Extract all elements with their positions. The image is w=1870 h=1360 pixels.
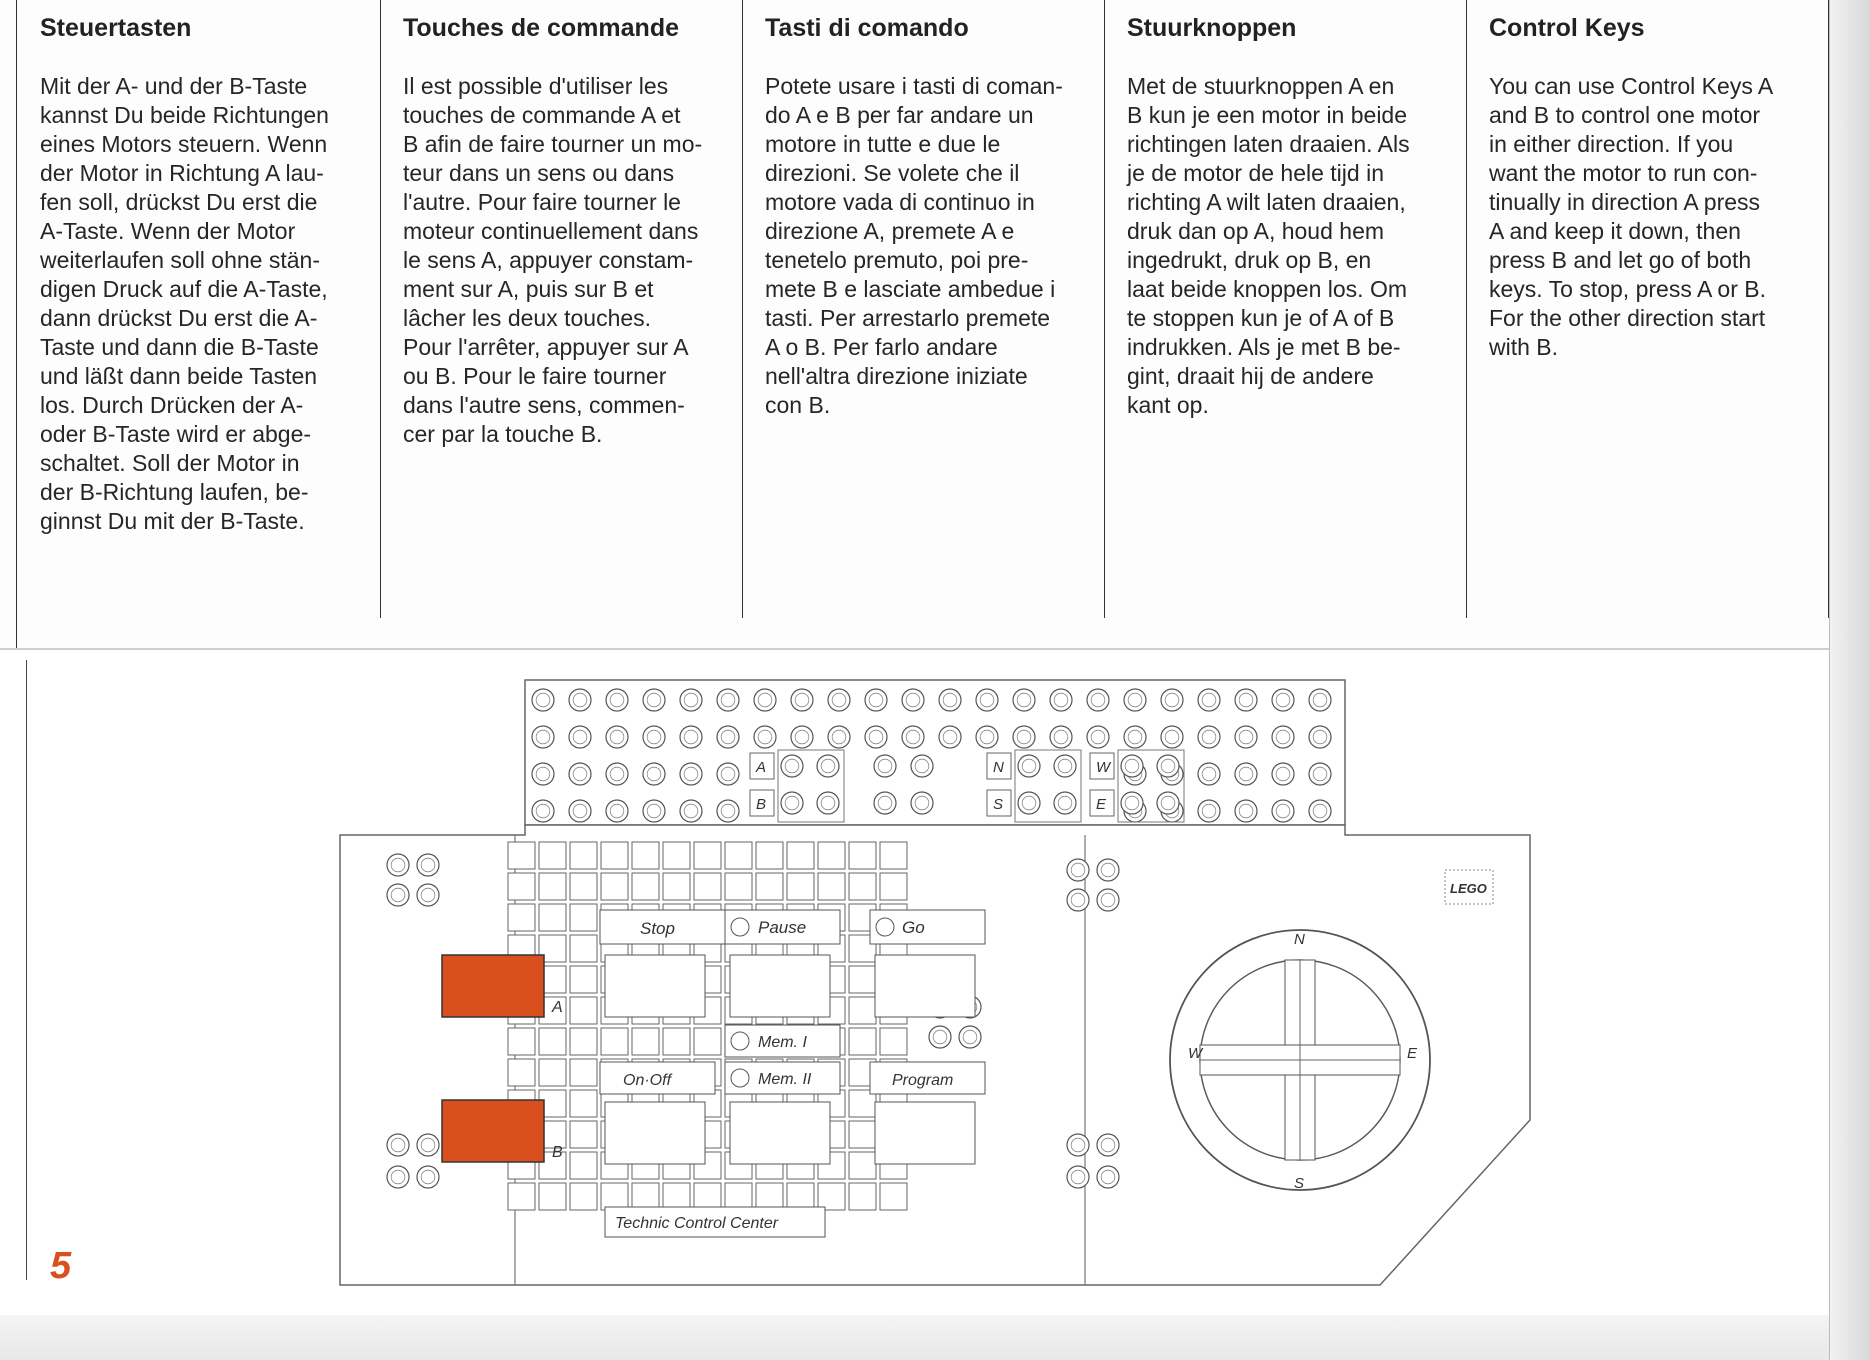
stud [1087, 689, 1109, 711]
page-number: 5 [50, 1245, 72, 1287]
grid-cell [570, 1152, 597, 1179]
stud [569, 763, 591, 785]
mem1-label: Mem. I [758, 1034, 807, 1051]
grid-cell [663, 1028, 690, 1055]
stud [976, 689, 998, 711]
stud [1198, 800, 1220, 822]
grid-cell [539, 842, 566, 869]
grid-cell [601, 1028, 628, 1055]
technic-control-center-label: Technic Control Center [615, 1215, 779, 1232]
stud [532, 726, 554, 748]
grid-cell [694, 842, 721, 869]
stud [1097, 859, 1119, 881]
stud [1272, 763, 1294, 785]
compass-east-label: E [1407, 1045, 1418, 1062]
memory-key[interactable] [730, 1102, 830, 1164]
stud [976, 726, 998, 748]
stud [1124, 689, 1146, 711]
stud [1309, 689, 1331, 711]
grid-cell [694, 1183, 721, 1210]
grid-cell [632, 1183, 659, 1210]
control-center-svg [330, 670, 1560, 1290]
page-edge [1829, 0, 1870, 1360]
stud [791, 689, 813, 711]
stud [911, 755, 933, 777]
stud [606, 726, 628, 748]
grid-cell [756, 873, 783, 900]
grid-cell [539, 1059, 566, 1086]
heading-french: Touches de commande [403, 14, 679, 42]
grid-cell [818, 873, 845, 900]
compass-west-label: W [1188, 1045, 1203, 1062]
grid-cell [880, 1183, 907, 1210]
top-key-letter: A [756, 759, 767, 776]
stud [1013, 689, 1035, 711]
stud [1309, 800, 1331, 822]
grid-cell [725, 873, 752, 900]
stud [754, 689, 776, 711]
mem2-button[interactable] [725, 1062, 840, 1094]
mem1-button[interactable] [725, 1025, 840, 1057]
grid-cell [663, 1183, 690, 1210]
stud [606, 689, 628, 711]
grid-cell [787, 842, 814, 869]
grid-cell [849, 1121, 876, 1148]
heading-dutch: Stuurknoppen [1127, 14, 1297, 42]
text-dutch: Met de stuurknoppen A en B kun je een motor in beide richtingen laten draaien. Als je de motor de hele tijd in richting A wilt laten draaien, druk dan op A, houd hem ingedrukt, druk op B, en laat beide knoppen los. Om te stoppen kun je of A of B indrukken. Als je met B be- gint, draait hij de andere kant op. [1127, 73, 1410, 418]
column-german [18, 0, 381, 618]
stud [1161, 689, 1183, 711]
stud [1235, 689, 1257, 711]
grid-cell [570, 1121, 597, 1148]
stud [1161, 726, 1183, 748]
stud [1121, 792, 1143, 814]
stud [1157, 792, 1179, 814]
top-key-letter: E [1096, 796, 1107, 813]
onoff-key[interactable] [605, 1102, 705, 1164]
go-button[interactable] [870, 910, 985, 944]
page-bottom [0, 1315, 1870, 1360]
stud [874, 792, 896, 814]
stud [387, 1134, 409, 1156]
grid-cell [849, 1028, 876, 1055]
grid-cell [539, 904, 566, 931]
stud [717, 689, 739, 711]
stud [717, 800, 739, 822]
grid-cell [570, 966, 597, 993]
grid-cell [570, 1183, 597, 1210]
stud [532, 763, 554, 785]
stud [1067, 1166, 1089, 1188]
stud [1309, 726, 1331, 748]
compass-south-label: S [1294, 1175, 1305, 1192]
grid-cell [818, 842, 845, 869]
stud [606, 800, 628, 822]
pause-label: Pause [758, 918, 807, 937]
pause-key[interactable] [730, 955, 830, 1017]
grid-cell [849, 966, 876, 993]
top-key-letter: N [993, 759, 1004, 776]
stud [680, 689, 702, 711]
stud [387, 884, 409, 906]
page-fold [0, 648, 1870, 650]
grid-cell [539, 873, 566, 900]
grid-cell [539, 1028, 566, 1055]
stud [1018, 792, 1040, 814]
stud [417, 854, 439, 876]
stud [817, 792, 839, 814]
grid-cell [849, 1152, 876, 1179]
control-center-diagram [330, 670, 1560, 1290]
go-key[interactable] [875, 955, 975, 1017]
program-button[interactable] [870, 1062, 985, 1094]
top-key-letter: B [756, 796, 767, 813]
top-key-letter: W [1096, 759, 1111, 776]
stud [1050, 689, 1072, 711]
stud [606, 763, 628, 785]
stud [417, 1134, 439, 1156]
stud [532, 689, 554, 711]
grid-cell [508, 1059, 535, 1086]
stud [865, 726, 887, 748]
stud [1097, 889, 1119, 911]
stud [1198, 726, 1220, 748]
stud [717, 726, 739, 748]
top-key-letter: S [993, 796, 1004, 813]
stud [1067, 859, 1089, 881]
stud [1054, 792, 1076, 814]
stud [865, 689, 887, 711]
heading-german: Steuertasten [40, 14, 192, 42]
key-a-label: A [552, 999, 563, 1016]
column-french [381, 0, 743, 618]
mem2-label: Mem. II [758, 1071, 812, 1088]
grid-cell [725, 1183, 752, 1210]
column-italian [743, 0, 1105, 618]
stud [643, 689, 665, 711]
stud [1124, 726, 1146, 748]
stud [828, 689, 850, 711]
grid-cell [849, 997, 876, 1024]
stud [387, 1166, 409, 1188]
grid-cell [632, 873, 659, 900]
stud [959, 1026, 981, 1048]
stud [1050, 726, 1072, 748]
stud [1235, 800, 1257, 822]
grid-cell [849, 873, 876, 900]
stud [680, 800, 702, 822]
column-dutch [1105, 0, 1467, 618]
key-b-label: B [552, 1144, 563, 1161]
stud [1018, 755, 1040, 777]
grid-cell [632, 842, 659, 869]
stud [643, 763, 665, 785]
stud [902, 689, 924, 711]
grid-cell [756, 1183, 783, 1210]
grid-cell [508, 873, 535, 900]
stud [1157, 755, 1179, 777]
heading-english: Control Keys [1489, 14, 1645, 42]
grid-cell [725, 842, 752, 869]
stud [1235, 726, 1257, 748]
stud [1272, 726, 1294, 748]
stop-key[interactable] [605, 955, 705, 1017]
grid-cell [694, 873, 721, 900]
text-german: Mit der A- und der B-Taste kannst Du beide Richtungen eines Motors steuern. Wenn der Motor in Richtung A lau- fen soll, drückst Du erst die A-Taste. Wenn der Motor weiterlaufen soll ohne stän- digen Druck auf die A-Taste, dann drückst Du erst die A- Taste und dann die B-Taste und läßt dann beide Tasten los. Durch Drücken der A- oder B-Taste wird er abge- schaltet. Soll der Motor in der B-Richtung laufen, be- ginnst Du mit der B-Taste. [40, 73, 329, 534]
stud [417, 884, 439, 906]
grid-cell [663, 842, 690, 869]
stud [1235, 763, 1257, 785]
stud [1272, 689, 1294, 711]
compass-wheel[interactable] [1170, 930, 1430, 1190]
stud [680, 726, 702, 748]
grid-cell [880, 842, 907, 869]
left-rule [16, 0, 17, 650]
stud [1198, 763, 1220, 785]
text-english: You can use Control Keys A and B to control one motor in either direction. If you want the motor to run con- tinually in direction A press A and keep it down, then press B and let go of both keys. To stop, press A or B. For the other direction start with B. [1489, 73, 1774, 360]
control-key-a[interactable] [442, 955, 544, 1017]
grid-cell [880, 1028, 907, 1055]
grid-cell [849, 842, 876, 869]
stud [1272, 800, 1294, 822]
stud [532, 800, 554, 822]
stud [569, 800, 591, 822]
stud [1097, 1166, 1119, 1188]
grid-cell [570, 904, 597, 931]
program-label: Program [892, 1072, 954, 1089]
grid-cell [787, 1183, 814, 1210]
stud [1067, 889, 1089, 911]
stop-button[interactable] [600, 910, 745, 944]
stud [569, 689, 591, 711]
stud [1087, 726, 1109, 748]
lego-logo-text: LEGO [1450, 881, 1487, 896]
stud [1054, 755, 1076, 777]
grid-cell [570, 1028, 597, 1055]
stud [911, 792, 933, 814]
stud [643, 800, 665, 822]
heading-italian: Tasti di comando [765, 14, 969, 42]
onoff-button[interactable] [600, 1062, 715, 1094]
grid-cell [787, 873, 814, 900]
grid-cell [880, 873, 907, 900]
grid-cell [570, 1090, 597, 1117]
grid-cell [570, 935, 597, 962]
column-english [1467, 0, 1829, 618]
stud [643, 726, 665, 748]
stud [1067, 1134, 1089, 1156]
grid-cell [570, 1059, 597, 1086]
text-french: Il est possible d'utiliser les touches de commande A et B afin de faire tourner un mo- teur dans un sens ou dans l'autre. Pour faire tourner le moteur continuellement dans le sens A, appuyer constam- ment sur A, puis sur B et lâcher les deux touches. Pour l'arrêter, appuyer sur A ou B. Pour le faire tourner dans l'autre sens, commen- cer par la touche B. [403, 73, 703, 447]
grid-cell [601, 1183, 628, 1210]
left-rule-lower [26, 660, 27, 1280]
onoff-label: On·Off [623, 1072, 672, 1089]
grid-cell [601, 873, 628, 900]
stud [387, 854, 409, 876]
instructions-band [0, 0, 1870, 650]
stud [781, 792, 803, 814]
lego-logo [1445, 870, 1493, 904]
stud [569, 726, 591, 748]
stud [1013, 726, 1035, 748]
stud [828, 726, 850, 748]
grid-cell [849, 1183, 876, 1210]
grid-cell [694, 1028, 721, 1055]
stud [680, 763, 702, 785]
grid-cell [570, 997, 597, 1024]
stop-label: Stop [640, 919, 675, 938]
grid-cell [539, 1183, 566, 1210]
stud [929, 1026, 951, 1048]
grid-cell [570, 873, 597, 900]
stud [1121, 755, 1143, 777]
grid-cell [508, 1028, 535, 1055]
text-italian: Potete usare i tasti di coman- do A e B per far andare un motore in tutte e due le direzioni. Se volete che il motore vada di continuo in direzione A, premete A e tenetelo premuto, poi pre- mete B e lasciate ambedue i tasti. Per arrestarlo premete A o B. Per farlo andare nell'altra direzione iniziate con B. [765, 73, 1063, 418]
grid-cell [508, 1183, 535, 1210]
stud [1097, 1134, 1119, 1156]
control-key-b[interactable] [442, 1100, 544, 1162]
pause-button[interactable] [725, 910, 840, 944]
stud [939, 689, 961, 711]
stud [902, 726, 924, 748]
stud [1198, 689, 1220, 711]
grid-cell [570, 842, 597, 869]
stud [791, 726, 813, 748]
stud [781, 755, 803, 777]
grid-cell [508, 904, 535, 931]
program-key[interactable] [875, 1102, 975, 1164]
grid-cell [508, 842, 535, 869]
stud [417, 1166, 439, 1188]
stud [939, 726, 961, 748]
footer-label-box [605, 1207, 825, 1237]
stud [754, 726, 776, 748]
stud [1309, 763, 1331, 785]
grid-cell [756, 842, 783, 869]
stud [874, 755, 896, 777]
grid-cell [663, 873, 690, 900]
stud [817, 755, 839, 777]
stud [717, 763, 739, 785]
grid-cell [601, 842, 628, 869]
grid-cell [632, 1028, 659, 1055]
go-label: Go [902, 918, 925, 937]
compass-north-label: N [1294, 931, 1305, 948]
grid-cell [818, 1183, 845, 1210]
